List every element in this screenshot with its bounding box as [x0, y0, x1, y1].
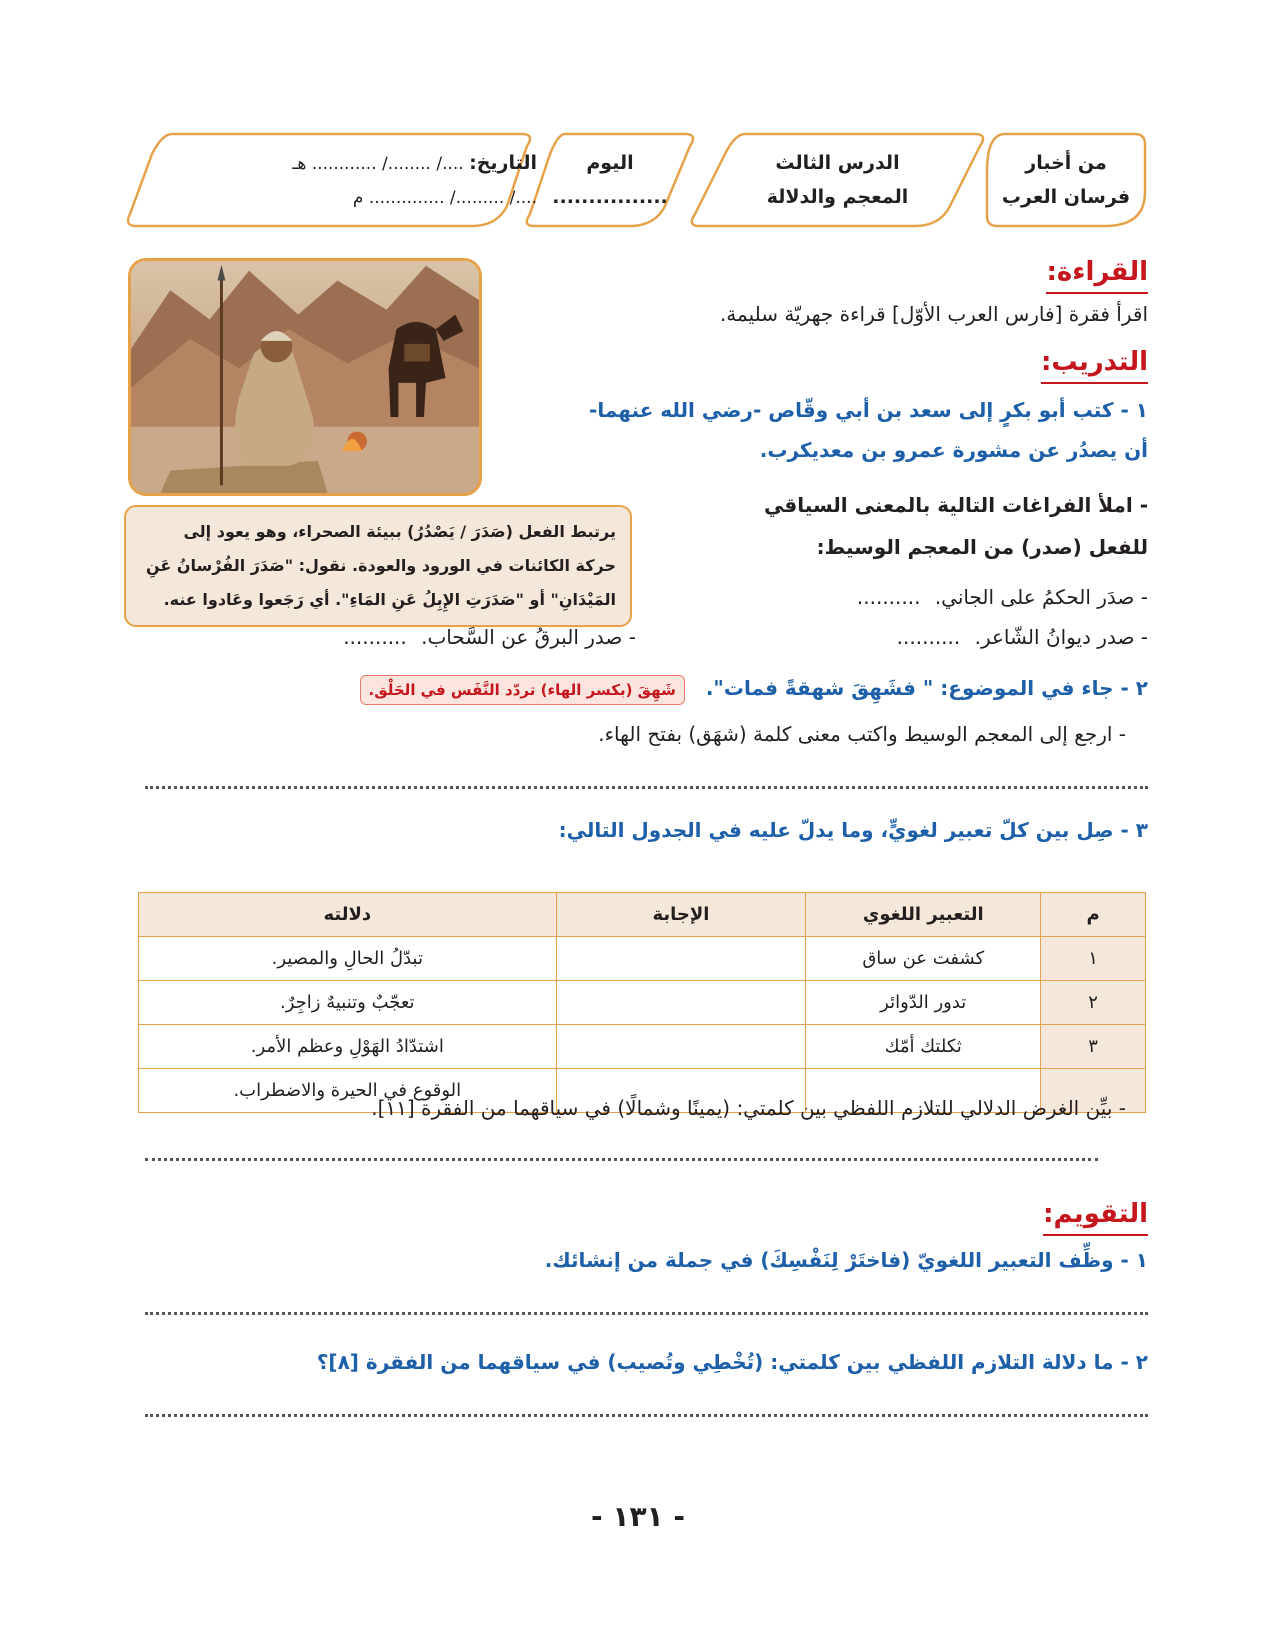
- eval-q1-answer-line[interactable]: [145, 1312, 1148, 1315]
- eval-q1: ١ - وظِّف التعبير اللغويّ (فاختَرْ لِنَفْسِكَ) في جملة من إنشائك.: [544, 1248, 1148, 1272]
- table-header-row: [139, 893, 1146, 937]
- q2-line: [360, 670, 1148, 706]
- q1-text-line2: أن يصدُر عن مشورة عمرو بن معديكرب.: [759, 438, 1148, 462]
- desert-warrior-photo: [128, 258, 482, 496]
- row-number: ١: [1041, 937, 1146, 981]
- row-answer-cell[interactable]: [556, 937, 806, 981]
- row-expression: ثكلتك أمّك: [806, 1025, 1041, 1069]
- q1-text-line1: ١ - كتب أبو بكرٍ إلى سعد بن أبي وقّاص -رضي الله عنهما-: [589, 398, 1148, 422]
- lesson-title: المعجم والدلالة: [766, 186, 909, 208]
- table-row: [139, 1025, 1146, 1069]
- q1-task-line1: - املأ الفراغات التالية بالمعنى السياقي: [763, 493, 1148, 517]
- header-unit-box: [985, 132, 1147, 228]
- q1-item3: [343, 619, 636, 655]
- date-hijri-field[interactable]: ..../ ......../ ............ هـ: [292, 153, 464, 174]
- row-meaning: تبدّلُ الحالِ والمصير.: [139, 937, 557, 981]
- date-label: التاريخ:: [469, 151, 537, 174]
- training-heading: التدريب:: [1041, 344, 1148, 384]
- lesson-number: الدرس الثالث: [775, 152, 900, 174]
- q3-line: ٣ - صِل بين كلّ تعبير لغويٍّ، وما يدلّ عليه في الجدول التالي:: [558, 818, 1148, 842]
- row-meaning: الوقوع في الحيرة والاضطراب.: [139, 1069, 557, 1113]
- header-day-box: [520, 132, 700, 228]
- col-header-expression: التعبير اللغوي: [806, 893, 1041, 937]
- header-date-box: [122, 132, 537, 228]
- q3-task: - بيِّن الغرض الدلالي للتلازم اللفظي بين كلمتي: (يمينًا وشمالًا) في سياقهما من الفقرة [١١].: [371, 1096, 1126, 1120]
- unit-title-line2: فرسان العرب: [1001, 186, 1131, 208]
- q2-answer-line[interactable]: [145, 786, 1148, 789]
- row-expression: كشفت عن ساق: [806, 937, 1041, 981]
- day-label: اليوم: [586, 152, 634, 174]
- q1-task-line2: للفعل (صدر) من المعجم الوسيط:: [816, 535, 1148, 559]
- q1-item1-text: - صدَر الحكمُ على الجاني.: [934, 585, 1148, 609]
- header-lesson-box: [685, 132, 990, 228]
- row-meaning: تعجّبٌ وتنبيهٌ زاجِرٌ.: [139, 981, 557, 1025]
- col-header-answer: الإجابة: [556, 893, 806, 937]
- evaluation-heading: التقويم:: [1043, 1196, 1148, 1236]
- row-answer-cell[interactable]: [556, 981, 806, 1025]
- q1-item1-answer[interactable]: ..........: [856, 585, 921, 609]
- q2-task: - ارجع إلى المعجم الوسيط واكتب معنى كلمة (شهَق) بفتح الهاء.: [598, 722, 1126, 746]
- row-number: ٣: [1041, 1025, 1146, 1069]
- col-header-meaning: دلالته: [139, 893, 557, 937]
- q1-item3-text: - صدر البرقُ عن السَّحاب.: [421, 625, 636, 649]
- row-expression: تدور الدّوائر: [806, 981, 1041, 1025]
- row-number: ٢: [1041, 981, 1146, 1025]
- q1-item2-text: - صدر ديوانُ الشّاعر.: [974, 625, 1148, 649]
- q1-item1: [857, 579, 1148, 615]
- date-hijri-row: [292, 146, 537, 181]
- eval-q2: ٢ - ما دلالة التلازم اللفظي بين كلمتي: (تُخْطِي وتُصيب) في سياقهما من الفقرة [٨]؟: [316, 1350, 1148, 1374]
- col-header-number: م: [1041, 893, 1146, 937]
- reading-instruction: اقرأ فقرة [فارس العرب الأوّل] قراءة جهريّة سليمة.: [719, 302, 1148, 326]
- day-field[interactable]: ................: [552, 186, 668, 208]
- table-row: [139, 981, 1146, 1025]
- page-number: - ١٣١ -: [590, 1500, 686, 1533]
- etymology-note: يرتبط الفعل (صَدَرَ / يَصْدُرُ) ببيئة الصحراء، وهو يعود إلى حركة الكائنات في الورود والعودة. نقول: "صَدَرَ الفُرْسانُ عَنِ المَيْدَانِ" أو "صَدَرَتِ الإِبِلُ عَنِ المَاءِ". أي رَجَعوا وعَادوا عنه.: [124, 505, 632, 627]
- date-greg-field[interactable]: ..../ ........./ .............. م: [352, 187, 537, 208]
- q2-hint-badge: شَهِقَ (بكسر الهاء) تردّد النَّفَس في الحَلْق.: [360, 675, 685, 705]
- q3-answer-line[interactable]: [145, 1158, 1098, 1161]
- row-meaning: اشتدّادُ الهَوْلِ وعظم الأمر.: [139, 1025, 557, 1069]
- unit-title-line1: من أخبار: [1025, 152, 1107, 174]
- q1-item3-answer[interactable]: ..........: [343, 625, 407, 649]
- q1-item2: [897, 619, 1148, 655]
- q2-text: ٢ - جاء في الموضوع: " فشَهِقَ شهقةً فمات".: [705, 676, 1148, 700]
- row-answer-cell[interactable]: [556, 1025, 806, 1069]
- q1-item2-answer[interactable]: ..........: [896, 625, 961, 649]
- table-row: [139, 937, 1146, 981]
- reading-heading: القراءة:: [1046, 254, 1148, 294]
- eval-q2-answer-line[interactable]: [145, 1414, 1148, 1417]
- matching-table: [138, 892, 1146, 1113]
